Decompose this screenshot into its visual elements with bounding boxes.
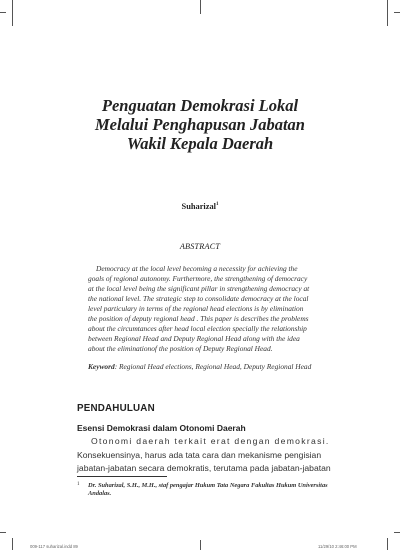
footnote-rule — [77, 476, 167, 477]
crop-mark-bottom-right-vertical — [387, 538, 388, 550]
keywords — [88, 362, 334, 372]
abstract-line: Democracy at the local level becoming a necessity for achieving the — [96, 264, 298, 273]
abstract-line: goals of regional autonomy. Furthermore, the strengthening of democracy — [88, 274, 308, 284]
author-name: Suharizal — [181, 202, 216, 211]
paper-title-line: Wakil Kepala Daerah — [126, 134, 274, 153]
author-line — [0, 202, 400, 211]
crop-mark-top-center-vertical — [200, 0, 201, 14]
body-line: jabatan-jabatan secara demokratis, terutama pada jabatan-jabatan — [77, 463, 331, 474]
abstract-heading: ABSTRACT — [179, 242, 221, 251]
abstract-line: the position of deputy regional head . This paper is describes the problems — [88, 314, 309, 324]
section-heading: PENDAHULUAN — [77, 403, 155, 414]
keywords-text: : Regional Head elections, Regional Head, Deputy Regional Head — [114, 362, 312, 371]
keywords-label: Keyword — [88, 362, 115, 371]
paper-title — [60, 96, 340, 153]
body-text — [77, 435, 333, 476]
body-line: Konsekuensinya, harus ada tata cara dan mekanisme pengisian — [77, 449, 322, 460]
crop-mark-top-left-horizontal — [0, 12, 6, 13]
abstract-line: between Regional Head and Deputy Regional Head along with the idea — [88, 334, 300, 344]
crop-mark-top-right-horizontal — [394, 12, 400, 13]
footnote-number: 1 — [77, 482, 80, 487]
abstract-line: at the local level being the significant pillar in strengthening democracy at — [88, 284, 310, 294]
print-slug-right: 11/29/10 2:46:00 PM — [318, 544, 357, 549]
crop-mark-top-right-vertical — [387, 0, 388, 26]
crop-mark-bottom-left-vertical — [12, 538, 13, 550]
body-line: Otonomi daerah terkait erat dengan demokrasi. — [91, 436, 330, 446]
author-footnote-mark: 1 — [215, 202, 219, 208]
paper-title-line: Melalui Penghapusan Jabatan — [95, 115, 305, 134]
abstract-line: the national level. The strategic step to consolidate democracy at the local — [88, 294, 309, 304]
abstract-body — [88, 264, 334, 354]
crop-mark-top-left-vertical — [12, 0, 13, 26]
paper-title-line: Penguatan Demokrasi Lokal — [101, 96, 299, 115]
footnote-text: Dr. Suharizal, S.H., M.H., staf pengajar Hukum Tata Negara Fakultas Hukum Universitas Andalas. — [88, 482, 328, 498]
crop-mark-bottom-left-horizontal — [0, 532, 6, 533]
abstract-line: level particulary in terms of the regional head elections is by elimination — [88, 304, 304, 314]
abstract-line: about the circumtances after head local election specially the relationship — [88, 324, 307, 334]
crop-mark-bottom-center-vertical — [200, 540, 201, 550]
crop-mark-bottom-right-horizontal — [394, 532, 400, 533]
subsection-heading: Esensi Demokrasi dalam Otonomi Daerah — [77, 423, 246, 433]
print-slug-left: 009-117 suharizal.indd 89 — [30, 544, 78, 549]
abstract-line: about the eliminationof the position of Deputy Regional Head. — [88, 344, 273, 354]
